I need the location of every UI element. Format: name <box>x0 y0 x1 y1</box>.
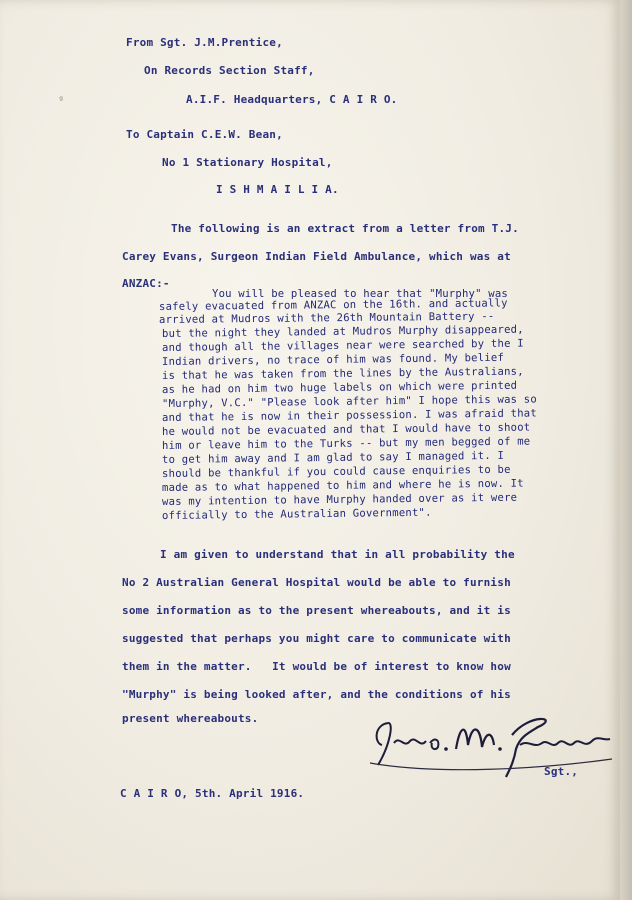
hospital-line: No 1 Stationary Hospital, <box>162 156 333 169</box>
quote-line: him or leave him to the Turks -- but my men begged of me <box>161 435 531 452</box>
quote-line: "Murphy, V.C." "Please look after him" I hope this was so <box>161 393 537 410</box>
place-line: I S H M A I L I A. <box>216 183 339 196</box>
staff-line: On Records Section Staff, <box>144 64 315 77</box>
quote-line: officially to the Australian Government". <box>161 506 432 522</box>
recipient-line: To Captain C.E.W. Bean, <box>126 128 283 141</box>
body-line: I am given to understand that in all probability the <box>160 548 515 561</box>
quote-line: Indian drivers, no trace of him was found. My belief <box>161 351 505 368</box>
quote-line: safely evacuated from ANZAC on the 16th. and actually <box>158 297 508 313</box>
page-edge <box>620 0 632 900</box>
handwritten-signature <box>360 705 620 785</box>
quote-line: should be thankful if you could cause enquiries to be <box>161 463 511 480</box>
from-line: From Sgt. J.M.Prentice, <box>126 36 283 49</box>
quote-line: and though all the villages near were searched by the I <box>161 337 524 354</box>
quote-line: as he had on him two huge labels on which were printed <box>161 379 518 396</box>
body-line: No 2 Australian General Hospital would be able to furnish <box>122 576 511 589</box>
signature-rank: Sgt., <box>544 765 579 778</box>
quote-line: is that he was taken from the lines by the Australians, <box>161 365 524 382</box>
quote-line: made as to what happened to him and where he is now. It <box>161 477 524 494</box>
intro-line: The following is an extract from a letter from T.J. <box>171 222 519 235</box>
quote-line: was my intention to have Murphy handed over as it were <box>161 491 518 508</box>
body-line: "Murphy" is being looked after, and the conditions of his <box>122 688 511 701</box>
date-line: C A I R O, 5th. April 1916. <box>120 787 305 800</box>
intro-line: Carey Evans, Surgeon Indian Field Ambulance, which was at <box>122 250 511 263</box>
quote-line: he would not be evacuated and that I would have to shoot <box>161 421 531 438</box>
body-line: present whereabouts. <box>122 712 259 725</box>
headquarters-line: A.I.F. Headquarters, C A I R O. <box>186 93 398 106</box>
quote-line: and that he is now in their possession. I was afraid that <box>161 407 537 424</box>
body-line: them in the matter. It would be of interest to know how <box>122 660 511 673</box>
margin-mark: ᵍ <box>58 95 65 106</box>
quote-line: to get him away and I am glad to say I managed it. I <box>161 449 505 466</box>
body-line: some information as to the present whereabouts, and it is <box>122 604 511 617</box>
intro-line: ANZAC:- <box>122 277 170 290</box>
quote-line: but the night they landed at Mudros Murphy disappeared, <box>161 323 524 340</box>
quote-line: arrived at Mudros with the 26th Mountain Battery -- <box>158 310 495 326</box>
body-line: suggested that perhaps you might care to communicate with <box>122 632 511 645</box>
quote-line: You will be pleased to hear that "Murphy" was <box>212 288 509 300</box>
